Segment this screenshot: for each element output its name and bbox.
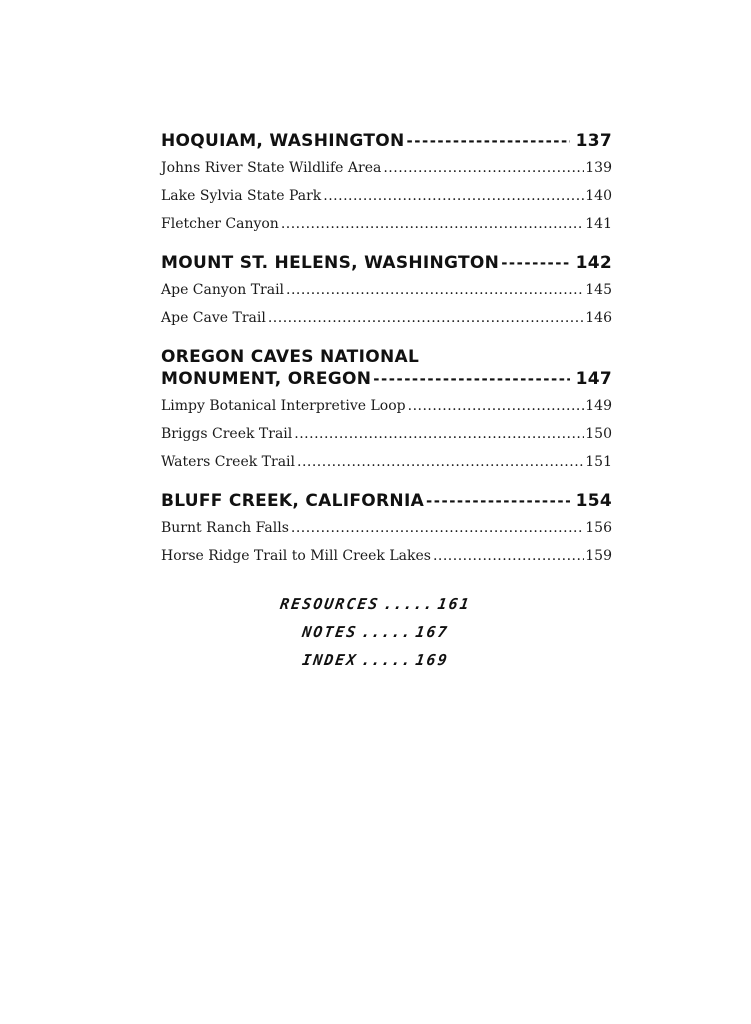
entry-title: Lake Sylvia State Park: [161, 188, 322, 204]
section-title: MOUNT ST. HELENS, WASHINGTON: [161, 253, 500, 273]
entry-page-number: 140: [585, 188, 612, 204]
toc-entry: [161, 542, 612, 570]
dash-leader: [407, 130, 570, 152]
toc-section: [161, 488, 612, 570]
toc-entry: [161, 304, 612, 332]
entry-page-number: 145: [585, 282, 612, 298]
section-heading: [161, 128, 612, 154]
toc-entry: [161, 182, 612, 210]
dot-leader: [383, 154, 584, 182]
section-page-number: 147: [575, 369, 612, 389]
toc-entry: [161, 420, 612, 448]
section-heading: [161, 344, 612, 392]
section-page-number: 142: [575, 253, 612, 273]
toc-entry: [161, 210, 612, 238]
dot-leader: [294, 420, 584, 448]
toc-section: [161, 250, 612, 332]
entry-page-number: 159: [585, 548, 612, 564]
dot-leader: [408, 392, 585, 420]
section-page-number: 154: [575, 491, 612, 511]
entry-title: Briggs Creek Trail: [161, 426, 293, 442]
dot-leader: [323, 182, 584, 210]
entry-title: Waters Creek Trail: [161, 454, 295, 470]
section-title: BLUFF CREEK, CALIFORNIA: [161, 491, 425, 511]
entry-title: Horse Ridge Trail to Mill Creek Lakes: [161, 548, 431, 564]
entry-page-number: 139: [585, 160, 612, 176]
toc-entry: [161, 392, 612, 420]
entry-page-number: 151: [585, 454, 612, 470]
dash-leader: [373, 368, 569, 390]
back-matter-item: [0, 646, 751, 674]
back-matter-list: [0, 590, 751, 674]
toc-section: [161, 128, 612, 238]
section-heading: [161, 488, 612, 514]
entry-page-number: 156: [585, 520, 612, 536]
back-matter-item: [0, 618, 751, 646]
back-matter-page: 169: [414, 651, 450, 669]
toc-entry: [161, 448, 612, 476]
dash-leader: [501, 252, 569, 274]
entry-title: Fletcher Canyon: [161, 216, 279, 232]
back-matter-label: INDEX: [301, 651, 359, 669]
toc-entry: [161, 514, 612, 542]
table-of-contents: [161, 128, 612, 570]
entry-title: Limpy Botanical Interpretive Loop: [161, 398, 406, 414]
dot-leader: [297, 448, 584, 476]
entry-title: Johns River State Wildlife Area: [161, 160, 382, 176]
entry-page-number: 141: [585, 216, 612, 232]
toc-entry: [161, 276, 612, 304]
entry-page-number: 146: [585, 310, 612, 326]
back-matter-leader: .....: [382, 595, 435, 613]
entry-page-number: 149: [585, 398, 612, 414]
entry-page-number: 150: [585, 426, 612, 442]
section-title: MONUMENT, OREGON: [161, 369, 372, 389]
section-heading: [161, 250, 612, 276]
back-matter-label: RESOURCES: [278, 595, 381, 613]
back-matter-leader: .....: [360, 651, 413, 669]
toc-entry: [161, 154, 612, 182]
dot-leader: [286, 276, 584, 304]
back-matter-page: 167: [414, 623, 450, 641]
toc-section: [161, 344, 612, 476]
back-matter-page: 161: [436, 595, 473, 613]
dot-leader: [291, 514, 584, 542]
entry-title: Ape Canyon Trail: [161, 282, 285, 298]
back-matter-leader: .....: [360, 623, 413, 641]
section-page-number: 137: [575, 131, 612, 151]
entry-title: Burnt Ranch Falls: [161, 520, 289, 536]
back-matter-label: NOTES: [301, 623, 359, 641]
back-matter-item: [0, 590, 751, 618]
dash-leader: [426, 490, 570, 512]
dot-leader: [433, 542, 584, 570]
dot-leader: [268, 304, 584, 332]
entry-title: Ape Cave Trail: [161, 310, 266, 326]
dot-leader: [281, 210, 584, 238]
section-title-line1: OREGON CAVES NATIONAL: [161, 347, 420, 367]
section-title: HOQUIAM, WASHINGTON: [161, 131, 405, 151]
